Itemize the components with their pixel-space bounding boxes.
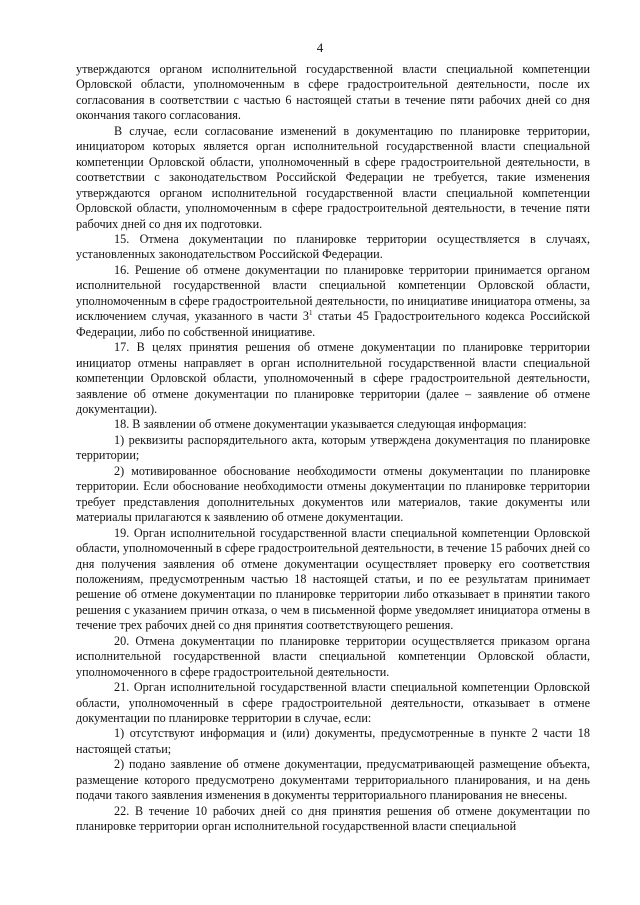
paragraph-22: 22. В течение 10 рабочих дней со дня принятия решения об отмене документации по планировке территории орган исполнительной государственной власти специальной (76, 803, 590, 834)
paragraph-18-item-2: 2) мотивированное обоснование необходимости отмены документации по планировке территории. Если обоснование необходимости отмены документации по планировке территории требует представления дополнительных документов или материалов, такие документы или материалы прилагаются к заявлению об отмене документации. (76, 463, 590, 525)
paragraph-18-item-1: 1) реквизиты распорядительного акта, которым утверждена документация по планировке территории; (76, 432, 590, 463)
paragraph-20: 20. Отмена документации по планировке территории осуществляется приказом органа исполнительной государственной власти специальной компетенции Орловской области, уполномоченного в сфере градостроительной деятельности. (76, 633, 590, 679)
paragraph-18: 18. В заявлении об отмене документации указывается следующая информация: (114, 417, 527, 432)
superscript-1: 1 (308, 309, 313, 318)
paragraph-continuation: утверждаются органом исполнительной государственной власти специальной компетенции Орловской области, уполномоченным в сфере градостроительной деятельности, после их согласования в соответствии с частью 6 настоящей статьи в течение пяти рабочих дней со дня окончания такого согласования. (76, 62, 590, 123)
document-body (76, 62, 590, 835)
paragraph-21-item-1: 1) отсутствуют информация и (или) документы, предусмотренные в пункте 2 части 18 настоящей статьи; (76, 726, 590, 756)
paragraph-17: 17. В целях принятия решения об отмене документации по планировке территории инициатор отмены направляет в орган исполнительной государственной власти специальной компетенции Орловской области, уполномоченный в сфере градостроительной деятельности, заявление об отмене документации по планировке территории (далее – заявление об отмене документации). (76, 340, 590, 416)
paragraph-21: 21. Орган исполнительной государственной власти специальной компетенции Орловской области, уполномоченный в сфере градостроительной деятельности, отказывает в отмене документации по планировке территории в случае, если: (76, 680, 590, 726)
paragraph-16-part-1: 16. Решение об отмене документации по планировке территории принимается органом исполнительной государственной власти специальной компетенции Орловской области, уполномоченным в сфере градостроительной деятельности, по инициативе инициатора отмены, за исключением случая, указанного в части 3 (76, 262, 590, 324)
page-number: 4 (316, 40, 324, 55)
paragraph-16-part-2: статьи 45 Градостроительного кодекса Российской Федерации, либо по собственной инициативе. (76, 309, 591, 339)
paragraph-15: 15. Отмена документации по планировке территории осуществляется в случаях, установленных законодательством Российской Федерации. (76, 231, 590, 262)
paragraph-16 (76, 263, 590, 340)
paragraph-approval-without-agreement: В случае, если согласование изменений в документацию по планировке территории, инициатором которых является орган исполнительной государственной власти специальной компетенции Орловской области, уполномоченный в сфере градостроительной деятельности, в соответствии с законодательством Российской Федерации не требуется, такие изменения утверждаются органом исполнительной государственной власти специальной компетенции Орловской области, уполномоченным в сфере градостроительной деятельности, в течение пяти рабочих дней со дня их подготовки. (76, 123, 590, 231)
paragraph-21-item-2: 2) подано заявление об отмене документации, предусматривающей размещение объекта, размещение которого предусмотрено документами территориального планирования, и на день подачи такого заявления изменения в документы территориального планирования не внесены. (76, 757, 590, 803)
paragraph-19: 19. Орган исполнительной государственной власти специальной компетенции Орловской области, уполномоченный в сфере градостроительной деятельности, в течение 15 рабочих дней со дня получения заявления об отмене документации осуществляет проверку его соответствия положениям, предусмотренным частью 18 настоящей статьи, и по ее результатам принимает решение об отмене документации по планировке территории либо отказывает в принятии такого решения с указанием причин отказа, о чем в письменной форме уведомляет инициатора отмены в течение трех рабочих дней со дня принятия соответствующего решения. (76, 525, 590, 633)
